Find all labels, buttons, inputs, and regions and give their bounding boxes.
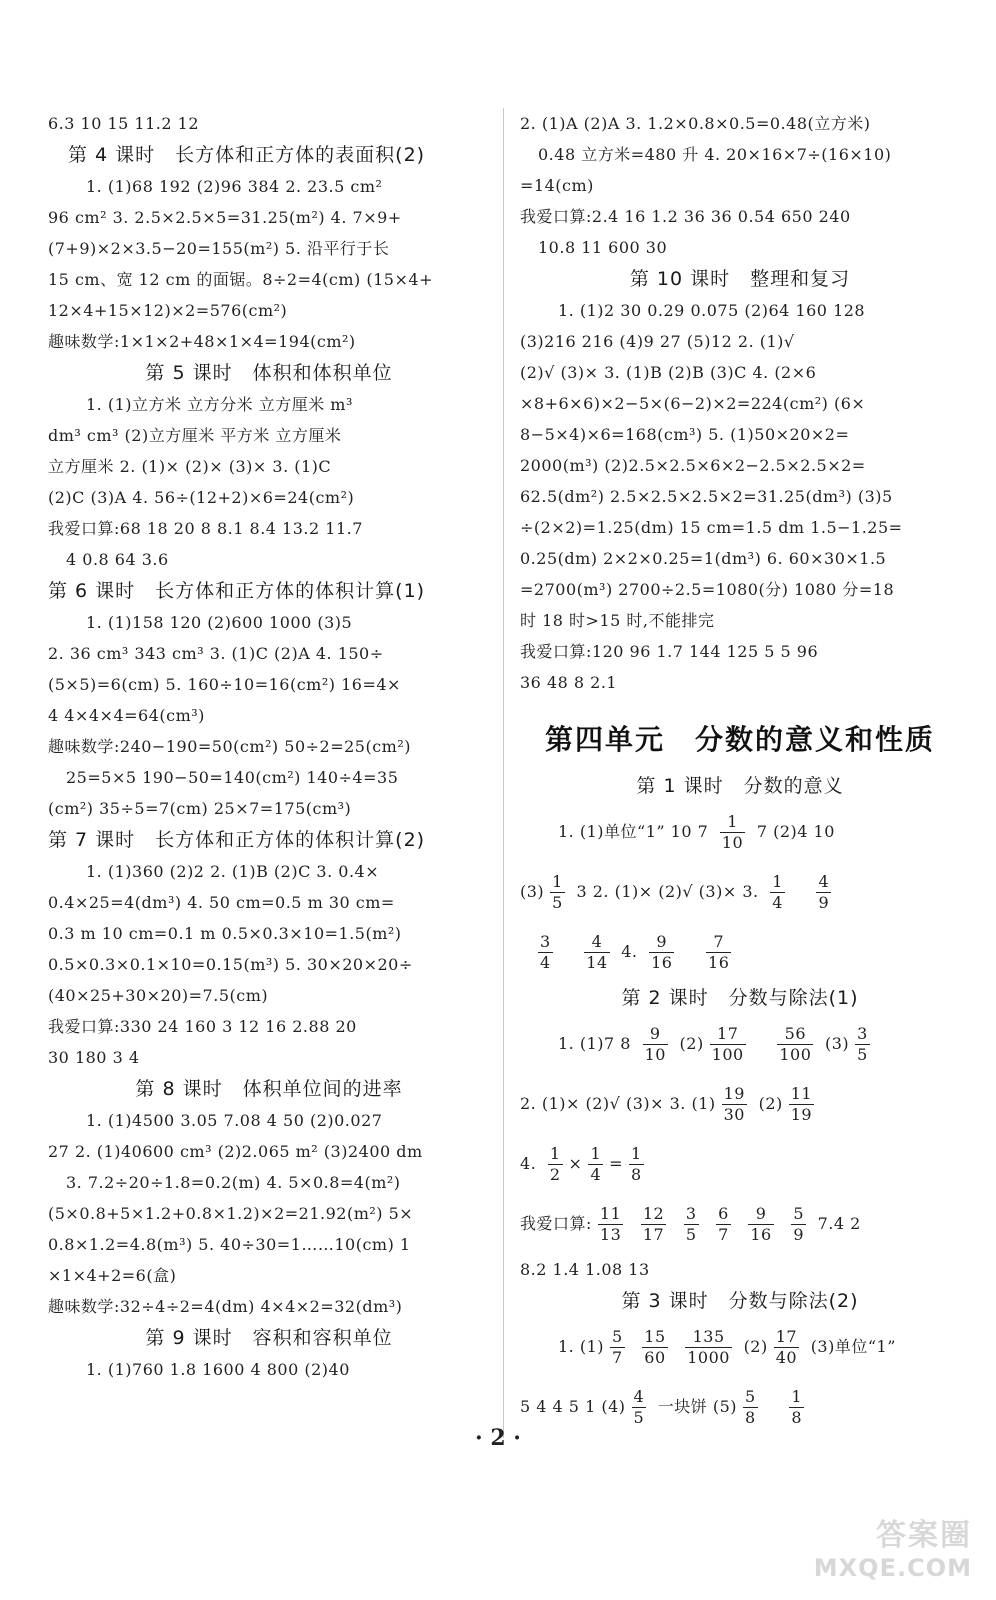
denominator: 16 (708, 953, 730, 972)
fraction (649, 932, 674, 973)
denominator: 16 (651, 953, 673, 972)
numerator: 1 (631, 1144, 642, 1163)
denominator: 13 (599, 1225, 622, 1244)
fraction (642, 1327, 667, 1368)
answer-line: ×1×4+2=6(盒) (48, 1266, 177, 1285)
denominator: 60 (644, 1348, 666, 1367)
denominator: 30 (723, 1105, 745, 1124)
answer-line: =14(cm) (520, 176, 594, 195)
answer-line: 时 18 时>15 时,不能排完 (520, 611, 715, 630)
fraction (770, 872, 785, 913)
answer-line: 4 4×4×4=64(cm³) (48, 706, 205, 725)
answer-text: 1. (1) (558, 1337, 605, 1356)
answer-line: =2700(m³) 2700÷2.5=1080(分) 1080 分=18 (520, 580, 895, 599)
numerator: 1 (549, 1144, 561, 1163)
numerator: 5 (612, 1327, 623, 1346)
numerator: 1 (720, 812, 745, 833)
answer-line: 1. (1)760 1.8 1600 4 800 (2)40 (86, 1360, 350, 1379)
denominator: 8 (791, 1408, 803, 1427)
numerator: 3 (540, 932, 551, 951)
answer-line: 2000(m³) (2)2.5×2.5×6×2−2.5×2.5×2= (520, 456, 866, 475)
answer-line: 趣味数学:32÷4÷2=4(dm) 4×4×2=32(dm³) (48, 1297, 403, 1316)
denominator: 14 (586, 953, 608, 972)
numerator: 17 (775, 1327, 798, 1346)
answer-line: (5×0.8+5×1.2+0.8×1.2)×2=21.92(m²) 5× (48, 1204, 414, 1223)
operator: × (568, 1154, 583, 1173)
unit-title: 第四单元 分数的意义和性质 (544, 723, 935, 756)
answer-line: 0.3 m 10 cm=0.1 m 0.5×0.3×10=1.5(m²) (48, 924, 402, 943)
answer-text: 1. (1)单位“1” 10 7 (558, 822, 709, 841)
denominator: 19 (790, 1105, 813, 1124)
denominator: 8 (631, 1165, 642, 1184)
fraction (550, 872, 565, 913)
denominator: 40 (775, 1348, 798, 1367)
answer-text: 3 2. (1)× (2)√ (3)× 3. (576, 882, 759, 901)
denominator: 10 (644, 1045, 666, 1064)
answer-line: 1. (1)68 192 (2)96 384 2. 23.5 cm² (86, 177, 383, 196)
denominator: 4 (772, 893, 783, 912)
right-column (520, 108, 960, 1437)
fraction (641, 1204, 666, 1245)
answer-line: 1. (1)360 (2)2 2. (1)B (2)C 3. 0.4× (86, 862, 380, 881)
lesson-heading: 第 3 课时 分数与除法(2) (621, 1290, 859, 1312)
answer-line: ×8+6×6)×2−5×(6−2)×2=224(cm²) (6× (520, 394, 866, 413)
numerator: 1 (791, 1387, 803, 1406)
answer-line (520, 1134, 960, 1194)
answer-line: 96 cm² 3. 2.5×2.5×5=31.25(m²) 4. 7×9+ (48, 208, 402, 227)
answer-line: 1. (1)立方米 立方分米 立方厘米 m³ (86, 395, 353, 414)
answer-line: 1. (1)4500 3.05 7.08 4 50 (2)0.027 (86, 1111, 383, 1130)
answer-line: 我爱口算:68 18 20 8 8.1 8.4 13.2 11.7 (48, 519, 363, 538)
answer-line: 15 cm、宽 12 cm 的面锯。8÷2=4(cm) (15×4+ (48, 270, 433, 289)
fraction (777, 1024, 813, 1065)
numerator: 12 (642, 1204, 665, 1223)
denominator: 1000 (687, 1348, 730, 1367)
answer-line: 4 0.8 64 3.6 (66, 550, 169, 569)
answer-text: 1. (1)7 8 (558, 1034, 631, 1053)
answer-line: 2. (1)A (2)A 3. 1.2×0.8×0.5=0.48(立方米) (520, 114, 871, 133)
answer-line: 我爱口算:330 24 160 3 12 16 2.88 20 (48, 1017, 357, 1036)
answer-line (520, 802, 960, 862)
answer-line: 10.8 11 600 30 (538, 238, 668, 257)
numerator: 3 (685, 1204, 697, 1223)
answer-text: 4. (520, 1154, 537, 1173)
answer-text: (3)单位“1” (810, 1337, 896, 1356)
answer-text: 4. (621, 942, 638, 961)
denominator: 100 (711, 1045, 744, 1064)
numerator: 11 (599, 1204, 622, 1223)
numerator: 56 (777, 1024, 813, 1045)
answer-line: (2)C (3)A 4. 56÷(12+2)×6=24(cm²) (48, 488, 355, 507)
answer-text: (2) (743, 1337, 768, 1356)
answer-line: 0.48 立方米=480 升 4. 20×16×7÷(16×10) (538, 145, 892, 164)
site-watermark (814, 1510, 972, 1582)
numerator: 7 (706, 932, 731, 953)
denominator: 100 (779, 1045, 812, 1064)
lesson-heading: 第 2 课时 分数与除法(1) (621, 987, 859, 1009)
numerator: 5 (793, 1204, 805, 1223)
answer-line: 2. 36 cm³ 343 cm³ 3. (1)C (2)A 4. 150÷ (48, 644, 384, 663)
fraction (629, 1144, 644, 1185)
denominator: 4 (540, 953, 551, 972)
lesson-heading: 第 5 课时 体积和体积单位 (145, 362, 393, 384)
answer-line: 1. (1)158 120 (2)600 1000 (3)5 (86, 613, 353, 632)
lesson-heading: 第 7 课时 长方体和正方体的体积计算(2) (48, 829, 426, 851)
fraction (584, 932, 609, 973)
fraction (684, 1204, 699, 1245)
fraction (610, 1327, 625, 1368)
lesson-heading: 第 9 课时 容积和容积单位 (145, 1327, 393, 1349)
denominator: 9 (793, 1225, 805, 1244)
lesson-heading: 第 8 课时 体积单位间的进率 (135, 1078, 403, 1100)
lesson-heading: 第 4 课时 长方体和正方体的表面积(2) (68, 144, 426, 166)
answer-text: 2. (1)× (2)√ (3)× 3. (1) (520, 1094, 716, 1113)
numerator: 5 (745, 1387, 756, 1406)
fraction (632, 1387, 647, 1428)
answer-line (520, 922, 960, 982)
answer-line (520, 1317, 960, 1377)
answer-line: 8−5×4)×6=168(cm³) 5. (1)50×20×2= (520, 425, 850, 444)
answer-text: 5 4 4 5 1 (4) (520, 1397, 626, 1416)
answer-text: 一块饼 (5) (657, 1397, 738, 1416)
answer-line (520, 1074, 960, 1134)
answer-line: ÷(2×2)=1.25(dm) 15 cm=1.5 dm 1.5−1.25= (520, 518, 903, 537)
answer-line: 25=5×5 190−50=140(cm²) 140÷4=35 (66, 768, 399, 787)
numerator: 1 (772, 872, 783, 891)
operator: = (609, 1154, 624, 1173)
answer-line: 0.25(dm) 2×2×0.25=1(dm³) 6. 60×30×1.5 (520, 549, 887, 568)
answer-line: (7+9)×2×3.5−20=155(m²) 5. 沿平行于长 (48, 239, 390, 258)
denominator: 17 (642, 1225, 665, 1244)
left-column (48, 108, 490, 1385)
denominator: 2 (549, 1165, 561, 1184)
denominator: 8 (745, 1408, 756, 1427)
fraction (789, 1387, 804, 1428)
answer-line: 0.4×25=4(dm³) 4. 50 cm=0.5 m 30 cm= (48, 893, 395, 912)
denominator: 5 (633, 1408, 645, 1427)
denominator: 9 (818, 893, 830, 912)
answer-text: (3) (824, 1034, 850, 1053)
lesson-heading: 第 10 课时 整理和复习 (629, 268, 851, 290)
watermark-url: MXQE.COM (813, 1554, 972, 1582)
answer-line: 6.3 10 15 11.2 12 (48, 114, 199, 133)
answer-line: 我爱口算:120 96 1.7 144 125 5 5 96 (520, 642, 819, 661)
fraction (685, 1327, 732, 1368)
denominator: 7 (612, 1348, 623, 1367)
answer-text: 我爱口算: (520, 1214, 592, 1233)
denominator: 16 (750, 1225, 772, 1244)
answer-line: 62.5(dm²) 2.5×2.5×2.5×2=31.25(dm³) (3)5 (520, 487, 893, 506)
answer-line (520, 1014, 960, 1074)
answer-text: (3) (520, 882, 545, 901)
denominator: 5 (857, 1045, 868, 1064)
answer-line: 0.8×1.2=4.8(m³) 5. 40÷30=1……10(cm) 1 (48, 1235, 411, 1254)
answer-line (520, 1194, 960, 1254)
answer-text: 7 (2)4 10 (756, 822, 835, 841)
numerator: 15 (644, 1327, 666, 1346)
denominator: 10 (721, 833, 744, 852)
answer-line: (5×5)=6(cm) 5. 160÷10=16(cm²) 16=4× (48, 675, 401, 694)
numerator: 4 (584, 932, 609, 953)
numerator: 6 (718, 1204, 729, 1223)
answer-line: 趣味数学:1×1×2+48×1×4=194(cm²) (48, 332, 356, 351)
fraction (816, 872, 831, 913)
answer-line: (2)√ (3)× 3. (1)B (2)B (3)C 4. (2×6 (520, 363, 817, 382)
answer-line: (cm²) 35÷5=7(cm) 25×7=175(cm³) (48, 799, 352, 818)
numerator: 9 (649, 932, 674, 953)
lesson-heading: 第 1 课时 分数的意义 (636, 775, 844, 797)
answer-line: 0.5×0.3×0.1×10=0.15(m³) 5. 30×20×20÷ (48, 955, 413, 974)
fraction (706, 932, 731, 973)
denominator: 5 (685, 1225, 697, 1244)
numerator: 9 (643, 1024, 668, 1045)
answer-line: 1. (1)2 30 0.29 0.075 (2)64 160 128 (558, 301, 866, 320)
fraction (598, 1204, 623, 1245)
numerator: 19 (723, 1084, 745, 1103)
fraction (743, 1387, 758, 1428)
answer-text: 7.4 2 (817, 1214, 861, 1233)
answer-line: dm³ cm³ (2)立方厘米 平方米 立方厘米 (48, 426, 342, 445)
answer-text: (2) (679, 1034, 704, 1053)
fraction (774, 1327, 799, 1368)
numerator: 1 (590, 1144, 602, 1163)
fraction (710, 1024, 746, 1065)
numerator: 4 (818, 872, 830, 891)
denominator: 7 (718, 1225, 729, 1244)
fraction (716, 1204, 731, 1245)
numerator: 17 (710, 1024, 746, 1045)
column-divider (503, 108, 504, 1438)
numerator: 9 (748, 1204, 773, 1225)
fraction (722, 1084, 747, 1125)
answer-line: 8.2 1.4 1.08 13 (520, 1260, 650, 1279)
numerator: 135 (685, 1327, 732, 1348)
answer-line: 27 2. (1)40600 cm³ (2)2.065 m² (3)2400 dm (48, 1142, 423, 1161)
numerator: 11 (790, 1084, 813, 1103)
answer-line: 36 48 8 2.1 (520, 673, 618, 692)
answer-text: (2) (758, 1094, 783, 1113)
lesson-heading: 第 6 课时 长方体和正方体的体积计算(1) (48, 580, 426, 602)
answer-line: 3. 7.2÷20÷1.8=0.2(m) 4. 5×0.8=4(m²) (66, 1173, 401, 1192)
answer-line: (3)216 216 (4)9 27 (5)12 2. (1)√ (520, 332, 795, 351)
numerator: 1 (552, 872, 563, 891)
fraction (538, 932, 553, 973)
answer-line: 我爱口算:2.4 16 1.2 36 36 0.54 650 240 (520, 207, 851, 226)
fraction (748, 1204, 773, 1245)
denominator: 5 (552, 893, 563, 912)
fraction (789, 1084, 814, 1125)
page-number: · 2 · (475, 1425, 521, 1451)
fraction (588, 1144, 603, 1185)
fraction (548, 1144, 563, 1185)
fraction (720, 812, 745, 853)
numerator: 4 (633, 1387, 645, 1406)
fraction (855, 1024, 870, 1065)
denominator: 4 (590, 1165, 602, 1184)
answer-line: (40×25+30×20)=7.5(cm) (48, 986, 269, 1005)
answer-line (520, 862, 960, 922)
watermark-logo-text: 答案圈 (876, 1518, 972, 1553)
answer-line: 立方厘米 2. (1)× (2)× (3)× 3. (1)C (48, 457, 332, 476)
answer-line: 12×4+15×12)×2=576(cm²) (48, 301, 288, 320)
answer-line: 趣味数学:240−190=50(cm²) 50÷2=25(cm²) (48, 737, 412, 756)
fraction (791, 1204, 806, 1245)
numerator: 3 (857, 1024, 868, 1043)
answer-line: 30 180 3 4 (48, 1048, 140, 1067)
fraction (643, 1024, 668, 1065)
